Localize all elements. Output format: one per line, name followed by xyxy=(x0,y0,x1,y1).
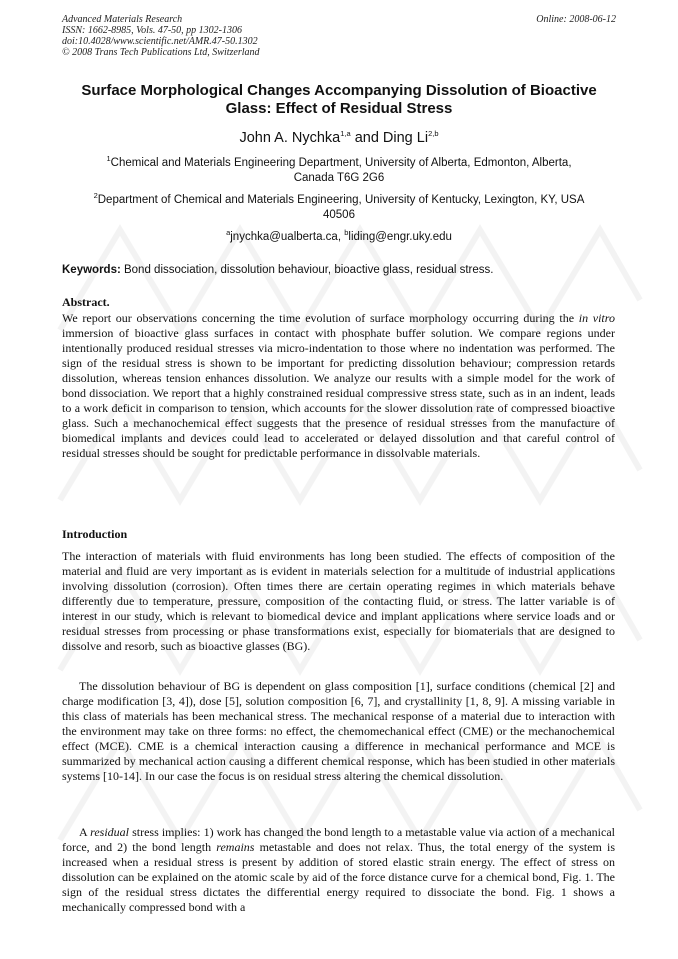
intro-p3-part-2: stress implies: 1) work has changed the bond length to a metastable value via action of a mechanical force, and 2) the bond length xyxy=(62,825,615,854)
abstract-part-2: immersion of bioactive glass surfaces in contact with phosphate buffer solution. We compare regions under intentionally produced residual stresses via micro-indentation to those where no indentation was performed. The sign of the residual stress is shown to be important for predicting dissolution behaviour; compression retards dissolution, whereas tension enhances dissolution. We analyze our results with a simple model for the work of bond dissociation. We report that a highly constrained residual compressive stress state, such as in an indent, leads to a work deficit in comparison to tension, which accounts for the slower dissolution rate of compressed bioactive glass. Such a mechanochemical effect suggests that the presence of residual stresses from the manufacture of biomedical implants and devices could lead to accelerated or delayed dissolution and that careful control of residual stresses should be sought for predictable performance in dissolvable materials. xyxy=(62,326,615,460)
author-2-sup: 2,b xyxy=(428,129,439,139)
intro-paragraph-1: The interaction of materials with fluid environments has long been studied. The effects of composition of the material and fluid are very important as is evident in materials selection for a multitude of industrial applications involving dissolution (corrosion). Often times there are certain operating regimes in which materials behave differently due to temperature, pressure, composition of the contacting fluid, or stress. The latter variable is of interest in our study, which is relevant to biomedical device and implant applications where service loads and or residual stresses from processing or phase transformations exist, especially for biomaterials that are designed to dissolve and resorb, such as bioactive glasses (BG). xyxy=(62,549,615,653)
affiliation-1-sup: 1 xyxy=(106,154,111,164)
journal-name: Advanced Materials Research xyxy=(62,14,183,25)
email-a-sup: a xyxy=(226,228,231,238)
affiliation-2-line-1: Department of Chemical and Materials Engineering, University of Kentucky, Lexington, KY, USA xyxy=(97,194,585,206)
affiliation-1-line-1: Chemical and Materials Engineering Department, University of Alberta, Edmonton, Alberta, xyxy=(110,157,572,169)
introduction-heading: Introduction xyxy=(62,527,128,541)
author-2: Ding Li xyxy=(382,130,429,146)
intro-p3-part-3: metastable and does not relax. Thus, the total energy of the system is increased when a residual stress is present by addition of stored elastic strain energy. The effect of stress on dissolution can be explained on the atomic scale by aid of the force distance curve for a chemical bond, Fig. 1. The sign of the residual stress dictates the differential energy required to dissociate the bond. Fig. 1 shows a mechanically compressed bond with a xyxy=(62,840,615,914)
email-a[interactable]: jnychka@ualberta.ca, xyxy=(230,231,345,243)
online-date: Online: 2008-06-12 xyxy=(536,14,616,25)
author-1-sup: 1,a xyxy=(340,129,351,139)
abstract-text xyxy=(62,311,615,461)
keywords-text: Bond dissociation, dissolution behaviour, bioactive glass, residual stress. xyxy=(120,264,494,276)
author-1: John A. Nychka xyxy=(239,130,341,146)
affiliation-2 xyxy=(62,193,616,223)
paper-title xyxy=(60,82,618,118)
email-b-sup: b xyxy=(344,228,349,238)
intro-p3-emphasis-1: residual xyxy=(90,825,129,839)
email-b[interactable]: liding@engr.uky.edu xyxy=(348,231,452,243)
journal-header xyxy=(62,14,260,58)
title-line-2: Glass: Effect of Residual Stress xyxy=(225,100,453,117)
issn-line: ISSN: 1662-8985, Vols. 47-50, pp 1302-1306 xyxy=(62,25,242,36)
affiliation-1 xyxy=(62,156,616,186)
abstract-emphasis: in vitro xyxy=(578,311,615,325)
keywords xyxy=(62,264,616,276)
intro-paragraph-2: The dissolution behaviour of BG is dependent on glass composition [1], surface conditions (chemical [2] and charge modification [3, 4]), dose [5], solution composition [6, 7], and crystallinity [1, 8, 9]. A missing variable in this class of materials has been mechanical stress. The mechanical response of a material due to interaction with the environment may take on three forms: no effect, the chemomechanical effect (CME) or the mechanochemical effect (MCE). CME is a chemical interaction causing a difference in mechanical performance and MCE is summarized by mechanical action causing a different chemical response, which has been studied in other materials systems [10-14]. In our case the focus is on residual stress altering the chemical dissolution. xyxy=(62,679,615,783)
author-line xyxy=(60,130,618,146)
email-line xyxy=(62,230,616,245)
copyright-line: © 2008 Trans Tech Publications Ltd, Switzerland xyxy=(62,47,260,58)
affiliation-1-line-2: Canada T6G 2G6 xyxy=(293,172,385,184)
doi-line: doi:10.4028/www.scientific.net/AMR.47-50.1302 xyxy=(62,36,258,47)
abstract-part-1: We report our observations concerning the time evolution of surface morphology occurring during the xyxy=(62,311,579,325)
affiliation-2-sup: 2 xyxy=(93,191,98,201)
keywords-label: Keywords: xyxy=(62,264,121,276)
abstract-heading: Abstract. xyxy=(62,295,110,309)
title-line-1: Surface Morphological Changes Accompanying Dissolution of Bioactive xyxy=(81,82,597,99)
intro-p3-emphasis-2: remains xyxy=(216,840,255,854)
intro-p3-part-1: A xyxy=(79,825,91,839)
affiliation-2-line-2: 40506 xyxy=(323,209,355,221)
intro-paragraph-3 xyxy=(62,825,615,915)
author-conj: and xyxy=(350,130,383,146)
